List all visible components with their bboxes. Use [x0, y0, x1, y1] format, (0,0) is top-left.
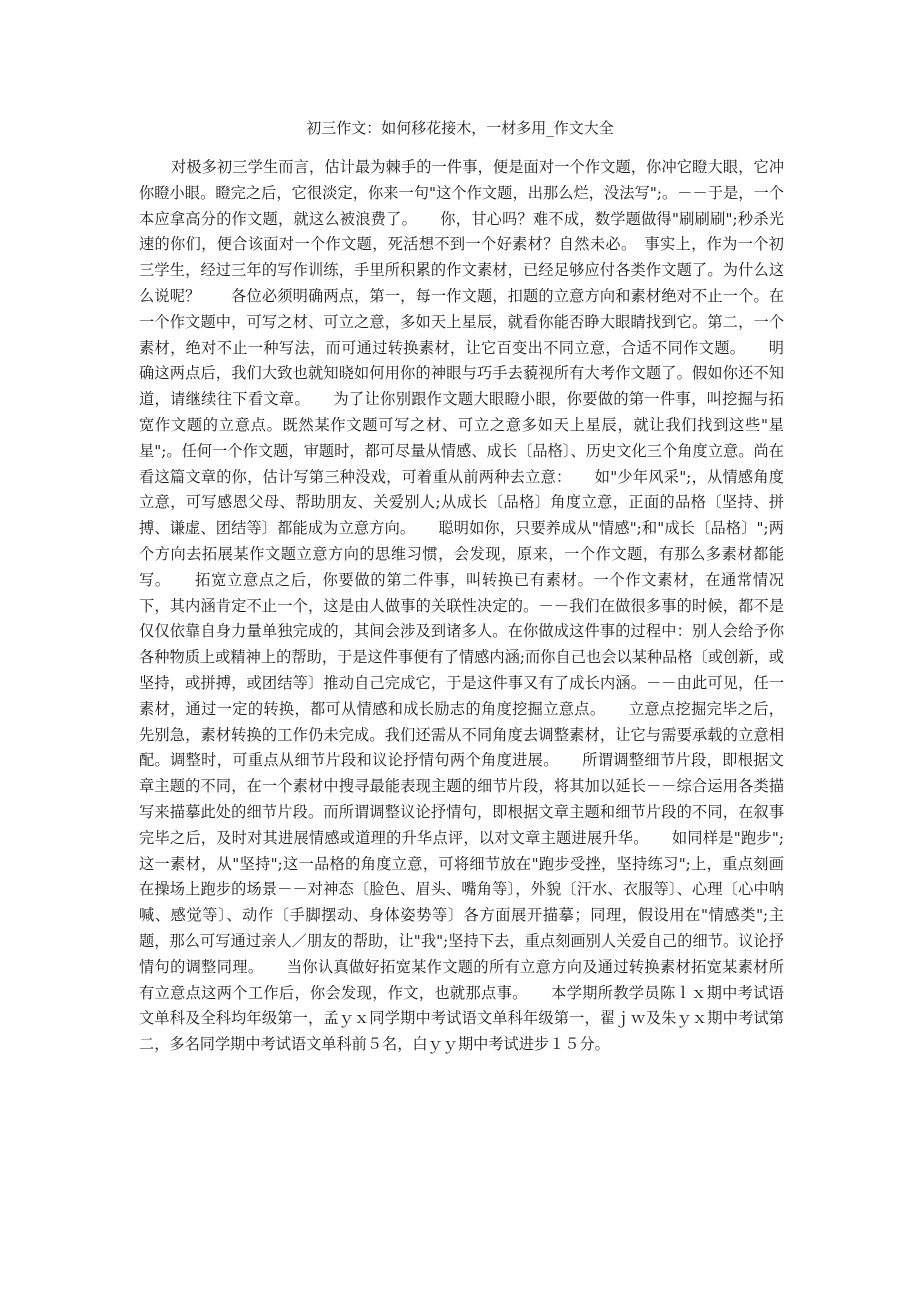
document-title: 初三作文：如何移花接木，一材多用_作文大全 [306, 119, 614, 137]
document-body-paragraph: 对极多初三学生而言，估计最为棘手的一件事，便是面对一个作文题，你冲它瞪大眼，它冲你瞪小眼。瞪完之后，它很淡定，你来一句"这个作文题，出那么烂，没法写";。－－于是，一个本应拿高分的作文题，就这么被浪费了。 你，甘心吗？难不成，数学题做得"刷刷刷";秒杀光速的你们，便合该面对一个作文题，死活想不到一个好素材？自然未必。 事实上，作为一个初三学生，经过三年的写作训练，手里所积累的作文素材，已经足够应付各类作文题了。为什么这么说呢？ 各位必须明确两点，第一，每一作文题，扣题的立意方向和素材绝对不止一个。在一个作文题中，可写之材、可立之意，多如天上星辰，就看你能否睁大眼睛找到它。第二，一个素材，绝对不止一种写法，而可通过转换素材，让它百变出不同立意，合适不同作文题。 明确这两点后，我们大致也就知晓如何用你的神眼与巧手去藐视所有大考作文题了。假如你还不知道，请继续往下看文章。 为了让你别跟作文题大眼瞪小眼，你要做的第一件事，叫挖掘与拓宽作文题的立意点。既然某作文题可写之材、可立之意多如天上星辰，就让我们找到这些"星星";。任何一个作文题，审题时，都可尽量从情感、成长〔品格〕、历史文化三个角度立意。尚在看这篇文章的你，估计写第三种没戏，可着重从前两种去立意： 如"少年风采";，从情感角度立意，可写感恩父母、帮助朋友、关爱别人;从成长〔品格〕角度立意，正面的品格〔坚持、拼搏、谦虚、团结等〕都能成为立意方向。 聪明如你，只要养成从"情感";和"成长〔品格〕";两个方向去拓展某作文题立意方向的思维习惯，会发现，原来，一个作文题，有那么多素材都能写。 拓宽立意点之后，你要做的第二件事，叫转换已有素材。一个作文素材，在通常情况下，其内涵肯定不止一个，这是由人做事的关联性决定的。－－我们在做很多事的时候，都不是仅仅依靠自身力量单独完成的，其间会涉及到诸多人。在你做成这件事的过程中：别人会给予你各种物质上或精神上的帮助，于是这件事便有了情感内涵;而你自己也会以某种品格〔或创新，或坚持，或拼搏，或团结等〕推动自己完成它，于是这件事又有了成长内涵。－－由此可见，任一素材，通过一定的转换，都可从情感和成长励志的角度挖掘立意点。 立意点挖掘完毕之后，先别急，素材转换的工作仍未完成。我们还需从不同角度去调整素材，让它与需要承载的立意相配。调整时，可重点从细节片段和议论抒情句两个角度进展。 所谓调整细节片段，即根据文章主题的不同，在一个素材中搜寻最能表现主题的细节片段，将其加以延长－－综合运用各类描写来描摹此处的细节片段。而所谓调整议论抒情句，即根据文章主题和细节片段的不同，在叙事完毕之后，及时对其进展情感或道理的升华点评，以对文章主题进展升华。 如同样是"跑步";这一素材，从"坚持";这一品格的角度立意，可将细节放在"跑步受挫，坚持练习";上，重点刻画在操场上跑步的场景－－对神态〔脸色、眉头、嘴角等〕，外貌〔汗水、衣服等〕、心理〔心中呐喊、感觉等〕、动作〔手脚摆动、身体姿势等〕各方面展开描摹；同理，假设用在"情感类";主题，那么可写通过亲人／朋友的帮助，让"我";坚持下去，重点刻画别人关爱自己的细节。议论抒情句的调整同理。 当你认真做好拓宽某作文题的所有立意方向及通过转换素材拓宽某素材所有立意点这两个工作后，你会发现，作文，也就那点事。 本学期所教学员陈ｌｘ期中考试语文单科及全科均年级第一，孟ｙｘ同学期中考试语文单科年级第一，翟ｊｗ及朱ｙｘ期中考试第二，多名同学期中考试语文单科前５名，白ｙｙ期中考试进步１５分。 [139, 158, 784, 1054]
